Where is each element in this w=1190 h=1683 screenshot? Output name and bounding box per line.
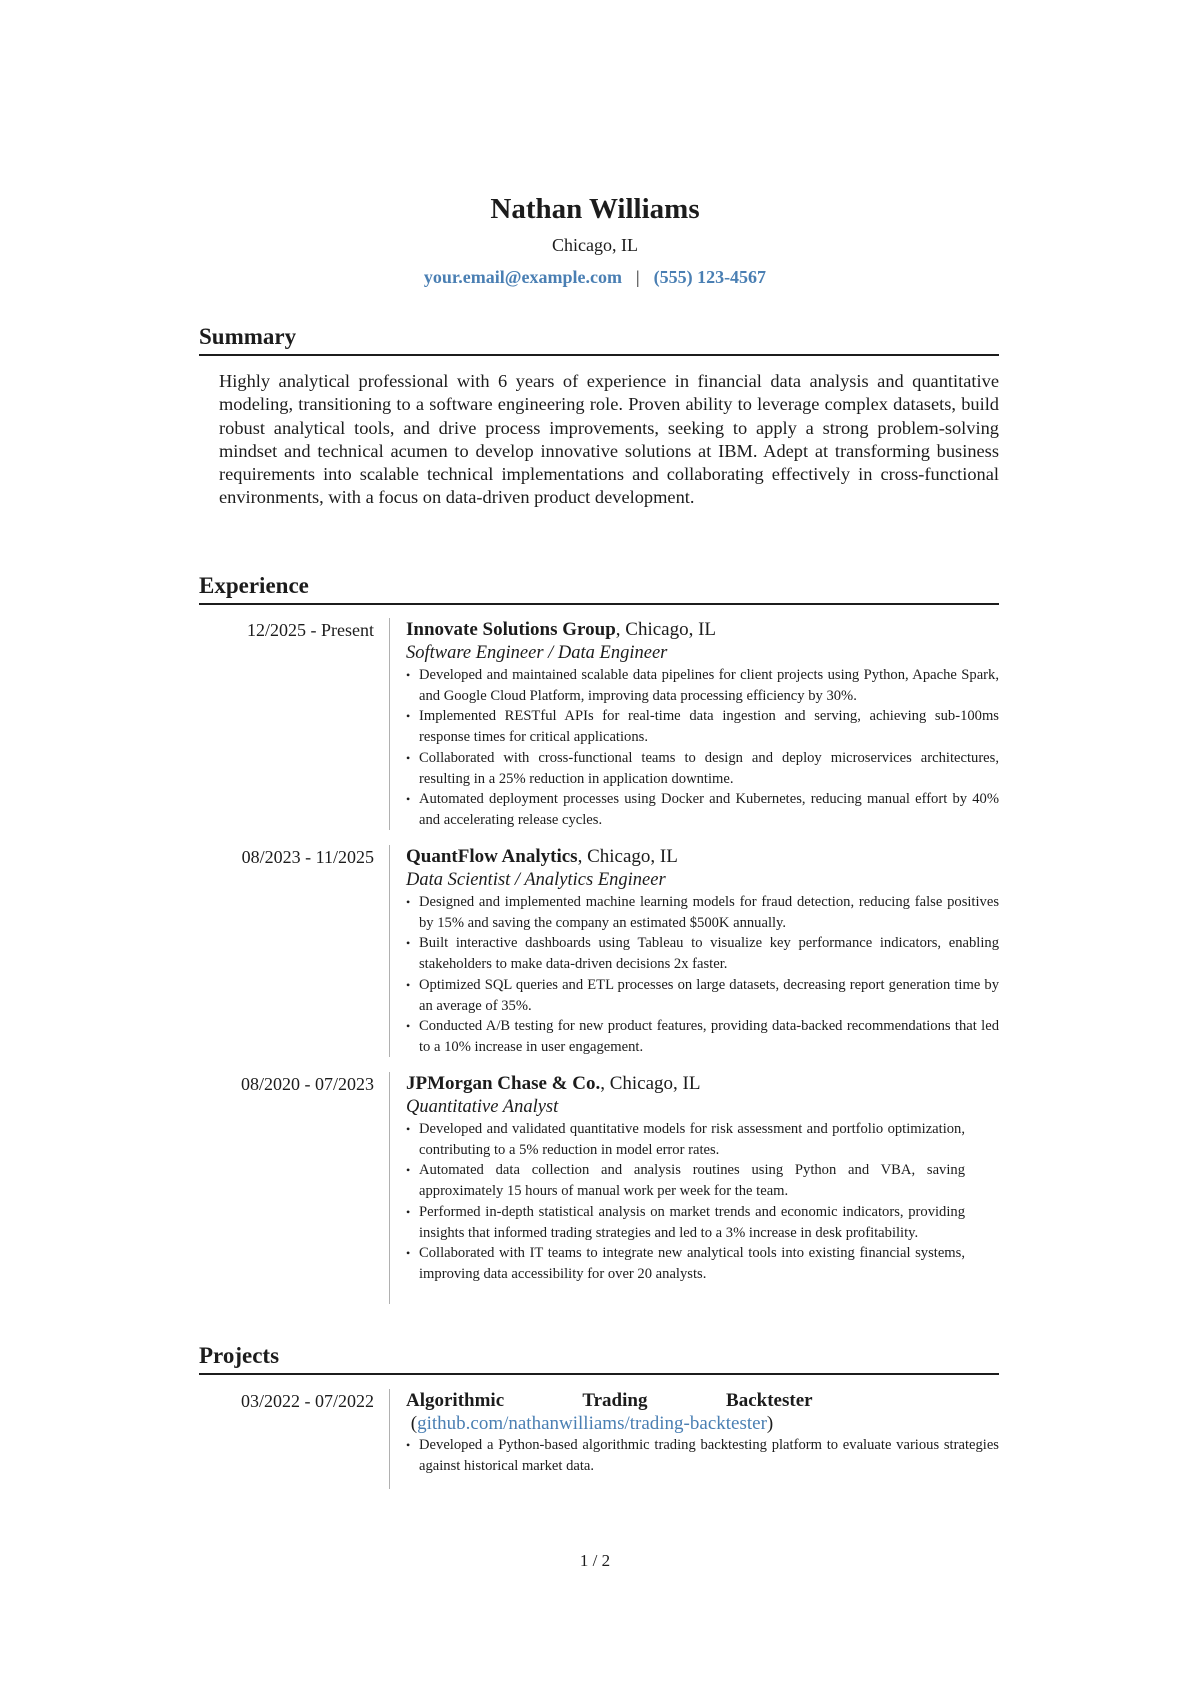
bullet-item: • Collaborated with IT teams to integrate new analytical tools into existing financial systems, improving data accessibility for over 20 analysts. <box>406 1243 965 1284</box>
page-number: 1 / 2 <box>579 1551 611 1570</box>
entry-date: 08/2023 - 11/2025 <box>241 847 374 867</box>
timeline-rule <box>389 845 390 1057</box>
entry-organization <box>406 1072 965 1096</box>
entry-body <box>406 1072 965 1285</box>
bullet-item: • Built interactive dashboards using Tableau to visualize key performance indicators, enabling stakeholders to make data-driven decisions 2x faster. <box>406 933 999 974</box>
company-location: , Chicago, IL <box>615 619 717 640</box>
entry-date: 08/2020 - 07/2023 <box>241 1074 374 1094</box>
bullet-list <box>406 1435 999 1476</box>
company-location: , Chicago, IL <box>577 846 678 867</box>
candidate-location: Chicago, IL <box>552 235 638 255</box>
timeline-rule <box>389 1072 390 1304</box>
job-title: Data Scientist / Analytics Engineer <box>406 870 666 890</box>
bullet-item: • Implemented RESTful APIs for real-time data ingestion and serving, achieving sub-100ms response times for critical applications. <box>406 706 999 747</box>
link-paren-open: ( <box>410 1413 418 1434</box>
bullet-item: • Automated deployment processes using Docker and Kubernetes, reducing manual effort by 40% and accelerating release cycles. <box>406 789 999 830</box>
bullet-list <box>406 892 999 1058</box>
experience-entry <box>199 1072 999 1304</box>
project-repo-link[interactable]: github.com/nathanwilliams/trading-backtester <box>417 1413 767 1434</box>
contact-separator: | <box>635 267 640 287</box>
link-paren-close: ) <box>766 1413 774 1434</box>
timeline-rule <box>389 618 390 830</box>
company-name: JPMorgan Chase & Co. <box>406 1073 601 1094</box>
bullet-item: • Optimized SQL queries and ETL processes on large datasets, decreasing report generation time by an average of 35%. <box>406 975 999 1016</box>
experience-heading: Experience <box>199 571 999 605</box>
entry-body <box>406 618 999 831</box>
bullet-item: • Developed and maintained scalable data pipelines for client projects using Python, Apache Spark, and Google Cloud Platform, improving data processing efficiency by 30%. <box>406 665 999 706</box>
phone-link[interactable]: (555) 123-4567 <box>653 267 767 287</box>
job-title: Software Engineer / Data Engineer <box>406 643 668 663</box>
timeline-rule <box>389 1389 390 1489</box>
entry-organization <box>406 845 999 869</box>
bullet-item: • Automated data collection and analysis routines using Python and VBA, saving approximately 15 hours of manual work per week for the team. <box>406 1160 965 1201</box>
bullet-item: • Developed and validated quantitative models for risk assessment and portfolio optimization, contributing to a 5% reduction in model error rates. <box>406 1119 965 1160</box>
bullet-item: • Developed a Python-based algorithmic trading backtesting platform to evaluate various strategies against historical market data. <box>406 1435 999 1476</box>
entry-date: 12/2025 - Present <box>247 620 374 640</box>
summary-heading: Summary <box>199 322 999 356</box>
candidate-name: Nathan Williams <box>490 193 700 225</box>
experience-entry <box>199 618 999 830</box>
job-title: Quantitative Analyst <box>406 1097 559 1117</box>
entry-organization <box>406 618 999 642</box>
email-link[interactable]: your.email@example.com <box>423 267 622 287</box>
bullet-list <box>406 1119 965 1285</box>
projects-heading: Projects <box>199 1341 999 1375</box>
bullet-list <box>406 665 999 831</box>
bullet-item: • Conducted A/B testing for new product features, providing data-backed recommendations that led to a 10% increase in user engagement. <box>406 1016 999 1057</box>
project-title <box>406 1389 999 1435</box>
company-name: Innovate Solutions Group <box>406 619 616 640</box>
company-name: QuantFlow Analytics <box>406 846 578 867</box>
experience-entry <box>199 845 999 1057</box>
bullet-item: • Performed in-depth statistical analysis on market trends and economic indicators, providing insights that informed trading strategies and led to a 3% increase in desk profitability. <box>406 1202 965 1243</box>
entry-date: 03/2022 - 07/2022 <box>241 1391 374 1411</box>
contact-line <box>0 264 1190 290</box>
resume-header <box>0 190 1190 290</box>
entry-body <box>406 845 999 1058</box>
summary-text: Highly analytical professional with 6 years of experience in financial data analysis and quantitative modeling, transitioning to a software engineering role. Proven ability to leverage complex datasets, build robust analytical tools, and drive process improvements, seeking to apply a strong problem-solving mindset and technical acumen to develop innovative solutions at IBM. Adept at transforming business requirements into scalable technical implementations and collaborating effectively in cross-functional environments, with a focus on data-driven product development. <box>219 371 999 508</box>
project-entry <box>199 1389 999 1489</box>
bullet-item: • Collaborated with cross-functional teams to design and deploy microservices architectures, resulting in a 25% reduction in application downtime. <box>406 748 999 789</box>
entry-body <box>406 1389 999 1476</box>
project-name: Algorithmic Trading Backtester <box>406 1390 813 1411</box>
bullet-item: • Designed and implemented machine learning models for fraud detection, reducing false positives by 15% and saving the company an estimated $500K annually. <box>406 892 999 933</box>
company-location: , Chicago, IL <box>600 1073 701 1094</box>
